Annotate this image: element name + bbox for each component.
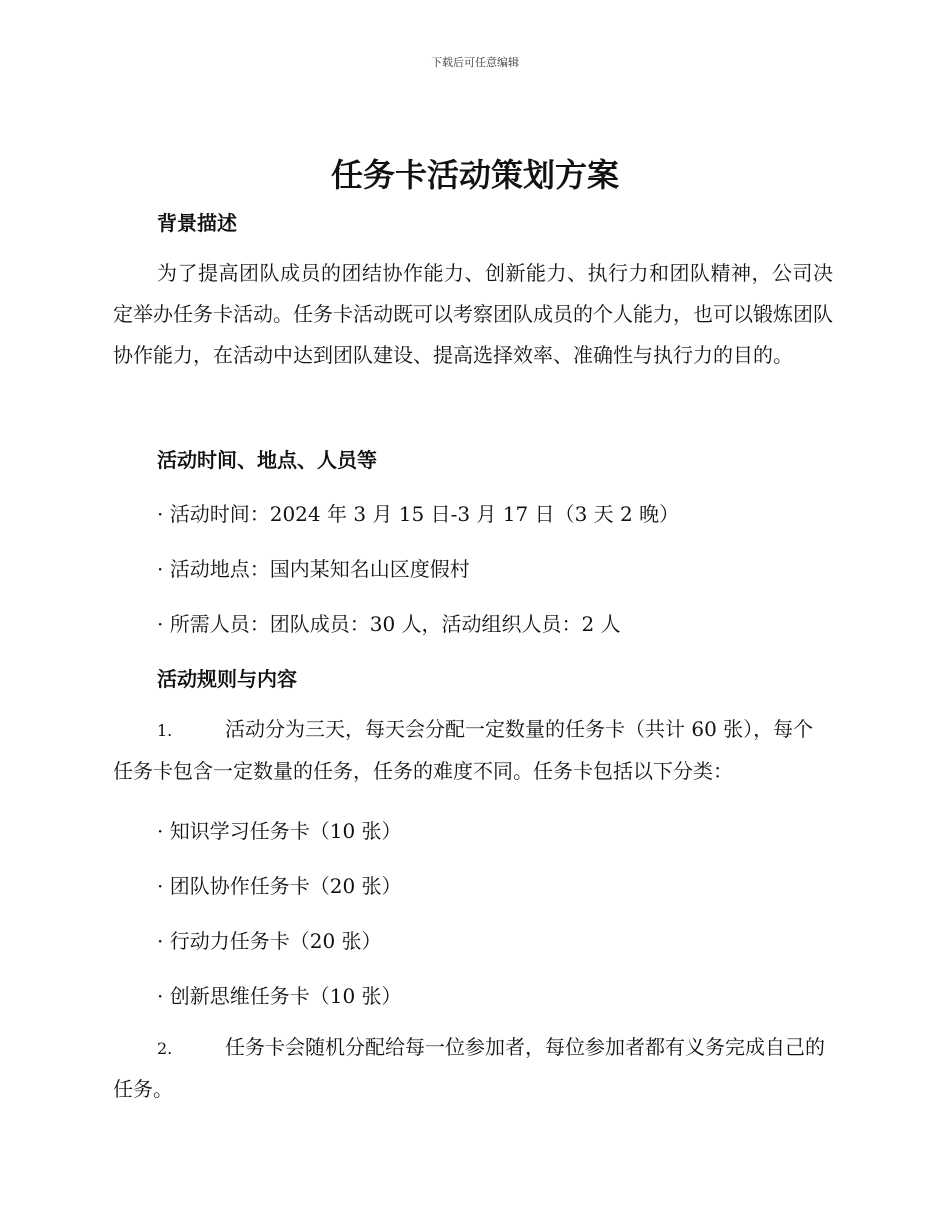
- rule-item-number: 1.: [157, 721, 173, 740]
- bullet-activity-time: · 活动时间：2024 年 3 月 15 日-3 月 17 日（3 天 2 晚）: [157, 502, 680, 526]
- bullet-activity-location: · 活动地点：国内某知名山区度假村: [157, 557, 470, 581]
- bullet-required-staff: · 所需人员：团队成员：30 人，活动组织人员：2 人: [157, 612, 621, 636]
- bullet-card-knowledge: · 知识学习任务卡（10 张）: [157, 819, 402, 843]
- section-heading-background: 背景描述: [157, 211, 237, 235]
- rule-item-number: 2.: [157, 1039, 173, 1058]
- document-title: 任务卡活动策划方案: [330, 156, 619, 194]
- section-heading-rules: 活动规则与内容: [157, 667, 297, 691]
- rule-item-text: 活动分为三天，每天会分配一定数量的任务卡（共计 60 张），每个任务卡包含一定数量的任务，任务的难度不同。任务卡包括以下分类：: [113, 717, 814, 783]
- bullet-card-innovation: · 创新思维任务卡（10 张）: [157, 984, 402, 1008]
- bullet-card-action: · 行动力任务卡（20 张）: [157, 929, 382, 953]
- rule-item-1: [113, 709, 833, 792]
- bullet-card-teamwork: · 团队协作任务卡（20 张）: [157, 874, 402, 898]
- header-note: 下载后可任意编辑: [431, 56, 519, 69]
- rule-item-text: 任务卡会随机分配给每一位参加者，每位参加者都有义务完成自己的任务。: [113, 1035, 825, 1101]
- section-heading-time-location: 活动时间、地点、人员等: [157, 448, 377, 472]
- rule-item-2: [113, 1027, 833, 1110]
- background-paragraph: 为了提高团队成员的团结协作能力、创新能力、执行力和团队精神，公司决定举办任务卡活动。任务卡活动既可以考察团队成员的个人能力，也可以锻炼团队协作能力，在活动中达到团队建设、提高选择效率、准确性与执行力的目的。: [113, 261, 833, 367]
